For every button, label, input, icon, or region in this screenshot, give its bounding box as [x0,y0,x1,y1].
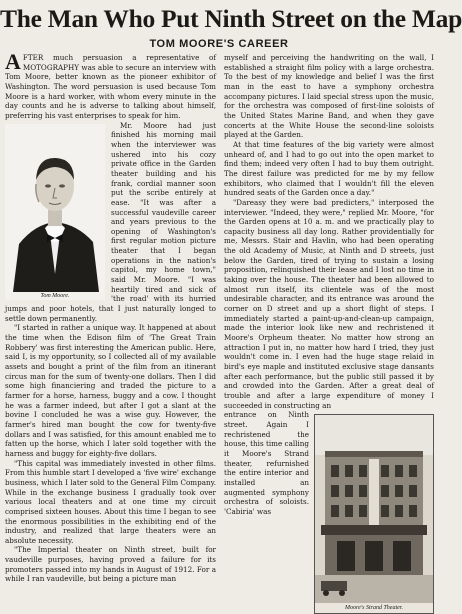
theater-caption: Moore's Strand Theater. [345,605,403,612]
paragraph: "The Imperial theater on Ninth street, built for vaudeville purposes, having proved a failure for its promoters passed into my hands in August of 1912. For a while I ran vaudeville, but being a picture man [5,545,216,584]
portrait-photo [5,124,105,292]
lead-paragraph [5,49,216,121]
theater-figure [314,414,434,614]
paragraph: "Dareasy they were bad predicters," interposed the interviewer. "Indeed, they were," replied Mr. Moore, "for the Garden opens at 10 a. m. and we practically play to capacity business all day long. Rather providentially for me, Messrs. Stair and Havlin, who had been operating the old Academy of Music, at Ninth and D streets, just below the Garden, tired of trying to sustain a losing proposition, relinquished their lease and I lost no time in taking over the house. The theater had been allowed to almost run itself, its clientele was of the most undesirable character, and its entrance was around the corner on D street and up a short flight of steps. I immediately started a paint-up-and-clean-up campaign, made the interior look like new and rechristened it Moore's Orpheum theater. No matter how strong an attraction I put in, no matter how hard I tried, they just wouldn't come in. I even had the huge stage relaid in bird's eye maple and instituted exclusive stage dansants after each performance, but the public still passed it by and crowded into the Garden. After a great deal of trouble and after a large expenditure of money I succeeded in constructing an [224,197,434,410]
lead-text: FTER much persuasion a representative of MOTOGRAPHY was able to secure an interview with Tom Moore, better known as the pioneer exhibitor of Washington. The word persuasion is used because Tom Moore is a hard worker, with whom every minute in the day counts and he is adverse to talking about himself, preferring his vast enterprises to speak for him. [5,53,216,120]
portrait-figure [5,124,105,300]
theater-photo [315,415,433,603]
article-subheadline: TOM MOORE'S CAREER [149,38,289,50]
paragraph: "This capital was immediately invested in other films. From this humble start I developed a 'five wire' exchange business, which I later sold to the General Film Company. While in the exchange business I gradually took over various local theaters and at one time my circuit comprised sixteen houses. About this time I began to see the enormous possibilities in the exhibiting end of the industry, and realized that large theaters were an absolute necessity. [5,458,216,545]
right-column [224,53,434,612]
portrait-caption: Tom Moore. [40,292,70,299]
article-headline: The Man Who Put Ninth Street on the Map [0,4,462,33]
paragraph: "I started in rather a unique way. It happened at about the time when the Edison film of 'The Great Train Robbery' was first interesting the American public. Here, said I, is my opportunity, so I collected all of my available assets and bought a print of the film from an itinerant circus man for the sum of twenty-one dollars. Then I did some high financiering and traded the picture to a farmer for a horse, harness, buggy and a cow. I thought he was a farmer indeed, but after I got a slant at the bovine I concluded he was a wise guy. However, the farmer's hired man bought the cow for twenty-five dollars and I was satisfied, for this amount enabled me to fatten up the horse, which I later sold together with the harness and buggy for eighty-five dollars. [5,323,216,458]
drop-cap: A [5,49,21,74]
paragraph: entrance on Ninth street. Again I rechristened the house, this time calling it Moore's Strand theater, refurnished the entire interior and installed an augmented symphony orchestra of soloists. 'Cabiria' was [224,410,309,516]
paragraph: Mr. Moore had just finished his morning mail when the interviewer was ushered into his cozy private office in the Garden theater building and his frank, cordial manner soon put the scribe entirely at ease. "It was after a successful vaudeville career and years previous to the opening of Washington's first regular motion picture theater that I began operations in the nation's capitol, my home town," said Mr. Moore. "I was heartily tired and sick of 'the road' with its hurried jumps and poor hotels, that I just naturally longed to settle down permanently. [5,120,216,323]
paragraph: myself and perceiving the handwriting on the wall, I established a straight film policy with a large orchestra. To the best of my knowledge and belief I was the first man in the east to have a symphony orchestra accompany pictures. I laid special stress upon the music, for the orchestra was composed of first-line soloists of the United States Marine Band, and when they gave concerts at the White House the second-line soloists played at the Garden. [224,53,434,140]
paragraph: At that time features of the big variety were almost unheard of, and I had to go out into the open market to find them; indeed very often I had to buy them outright. The direst failure was predicted for me by my fellow exhibitors, who claimed that I wouldn't fill the eleven hundred seats of the Garden once a day." [224,139,434,198]
left-column [5,49,216,584]
